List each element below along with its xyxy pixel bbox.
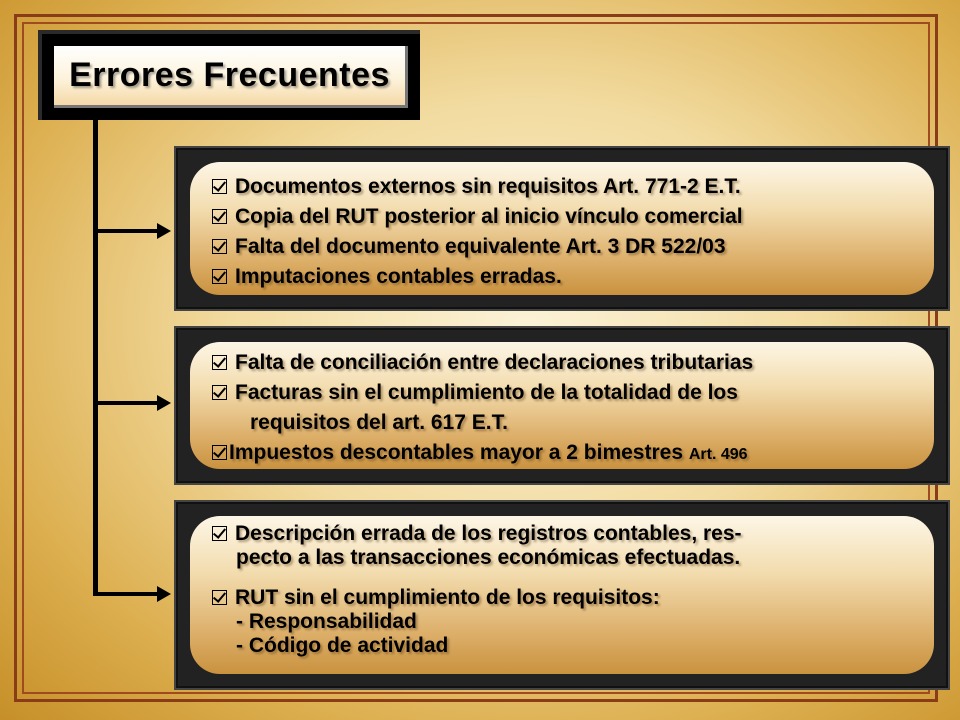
checkbox-check-icon xyxy=(212,269,227,284)
arrow-right-icon xyxy=(157,586,171,602)
sub-item: - Responsabilidad xyxy=(236,610,417,633)
panel-requisitos-documentos xyxy=(174,146,950,311)
connector-branch-1 xyxy=(93,229,157,233)
list-item: Copia del RUT posterior al inicio vínculo comercial xyxy=(212,202,916,232)
list-item: Impuestos descontables mayor a 2 bimestres Art. 496 xyxy=(212,438,916,468)
list-item: Falta de conciliación entre declaraciones tributarias xyxy=(212,348,916,378)
checkbox-check-icon xyxy=(212,355,227,370)
title-box xyxy=(38,30,420,120)
arrow-right-icon xyxy=(157,223,171,239)
page-title: Errores Frecuentes xyxy=(69,56,390,94)
list-item: Falta del documento equivalente Art. 3 DR 522/03 xyxy=(212,232,916,262)
checkbox-check-icon xyxy=(212,239,227,254)
connector-vertical-line xyxy=(93,120,98,596)
list-item-continuation: requisitos del art. 617 E.T. xyxy=(250,411,508,434)
checkbox-check-icon xyxy=(212,385,227,400)
list-item: Documentos externos sin requisitos Art. 771-2 E.T. xyxy=(212,172,916,202)
sub-item: - Código de actividad xyxy=(236,634,449,657)
panel-registros-rut xyxy=(174,500,950,690)
panel-declaraciones-facturas xyxy=(174,326,950,485)
arrow-right-icon xyxy=(157,395,171,411)
panel-content xyxy=(190,516,934,674)
panel-content xyxy=(190,162,934,295)
title-plate xyxy=(54,46,408,108)
checkbox-check-icon xyxy=(212,445,227,460)
checkbox-check-icon xyxy=(212,209,227,224)
list-item: Facturas sin el cumplimiento de la totalidad de los xyxy=(212,378,916,408)
list-item-continuation: pecto a las transacciones económicas efectuadas. xyxy=(236,546,741,569)
list-item: Imputaciones contables erradas. xyxy=(212,262,916,292)
connector-branch-2 xyxy=(93,401,157,405)
article-reference: Art. 496 xyxy=(688,446,748,463)
checkbox-check-icon xyxy=(212,590,227,605)
checkbox-check-icon xyxy=(212,526,227,541)
panel-content xyxy=(190,342,934,469)
list-item: RUT sin el cumplimiento de los requisitos: xyxy=(212,586,916,610)
checkbox-check-icon xyxy=(212,179,227,194)
connector-branch-3 xyxy=(93,592,157,596)
list-item: Descripción errada de los registros contables, res- xyxy=(212,522,916,546)
